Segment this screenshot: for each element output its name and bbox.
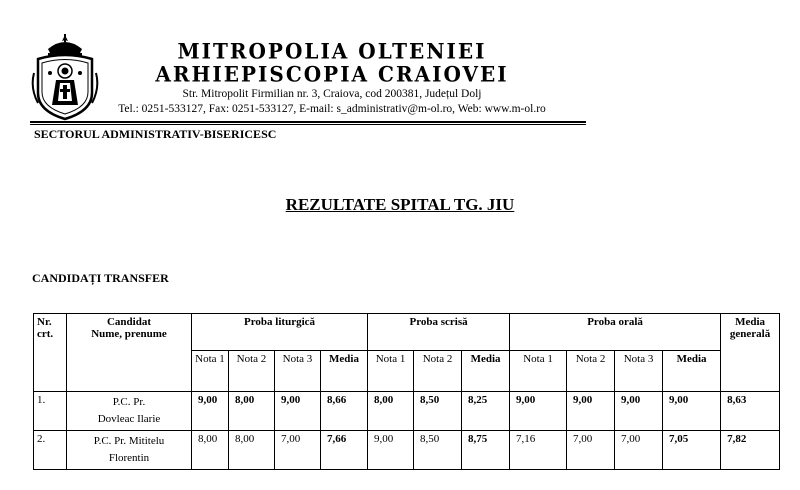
- row1-name-line1: P.C. Pr.: [112, 396, 146, 408]
- row2-scrisa-nota2: 8,50: [414, 431, 462, 470]
- subheader-liturgica-nota3: Nota 3: [275, 351, 321, 392]
- subheader-scrisa-media: Media: [462, 351, 510, 392]
- row1-scrisa-nota2: 8,50: [414, 392, 462, 431]
- section-heading: CANDIDAȚI TRANSFER: [32, 271, 169, 285]
- group-header-scrisa: Proba scrisă: [368, 314, 510, 351]
- row1-media-generala: 8,63: [721, 392, 780, 431]
- row1-orala-media: 9,00: [663, 392, 721, 431]
- results-table: [33, 313, 780, 470]
- row2-name-line1: P.C. Pr. Mititelu: [93, 435, 165, 447]
- row2-scrisa-nota1: 9,00: [368, 431, 414, 470]
- metropolis-crest-logo: [30, 33, 100, 121]
- row1-liturgica-nota3: 9,00: [275, 392, 321, 431]
- row2-media-generala: 7,82: [721, 431, 780, 470]
- document-title: REZULTATE SPITAL TG. JIU: [285, 195, 515, 214]
- org-name-line1: MITROPOLIA OLTENIEI: [177, 38, 487, 64]
- subheader-liturgica-media: Media: [321, 351, 368, 392]
- row2-liturgica-nota3: 7,00: [275, 431, 321, 470]
- sector-label: SECTORUL ADMINISTRATIV-BISERICESC: [34, 127, 277, 141]
- group-header-liturgica: Proba liturgică: [192, 314, 368, 351]
- org-address: Str. Mitropolit Firmilian nr. 3, Craiova, cod 200381, Județul Dolj: [182, 88, 482, 100]
- table-row: [34, 392, 780, 431]
- row2-nr: 2.: [34, 431, 67, 470]
- table-row: [34, 431, 780, 470]
- group-header-orala: Proba orală: [510, 314, 721, 351]
- subheader-orala-nota2: Nota 2: [567, 351, 615, 392]
- row2-liturgica-nota2: 8,00: [229, 431, 275, 470]
- row2-candidate: [67, 431, 192, 470]
- subheader-scrisa-nota2: Nota 2: [414, 351, 462, 392]
- row1-name-line2: Dovleac Ilarie: [97, 413, 161, 425]
- col-header-nume-label: Nume, prenume: [91, 328, 167, 340]
- col-header-candidat-label: Candidat: [106, 316, 152, 328]
- row2-name-line2: Florentin: [108, 452, 150, 464]
- row1-orala-nota3: 9,00: [615, 392, 663, 431]
- row1-scrisa-media: 8,25: [462, 392, 510, 431]
- row2-orala-media: 7,05: [663, 431, 721, 470]
- org-contact: Tel.: 0251-533127, Fax: 0251-533127, E-mail: s_administrativ@m-ol.ro, Web: www.m-ol.ro: [118, 103, 546, 115]
- org-name-line2: ARHIEPISCOPIA CRAIOVEI: [155, 61, 509, 87]
- row1-orala-nota1: 9,00: [510, 392, 567, 431]
- subheader-orala-nota3: Nota 3: [615, 351, 663, 392]
- row2-scrisa-media: 8,75: [462, 431, 510, 470]
- table-header-row: [34, 314, 780, 351]
- row1-orala-nota2: 9,00: [567, 392, 615, 431]
- subheader-scrisa-nota1: Nota 1: [368, 351, 414, 392]
- col-header-nr: Nr. crt.: [34, 314, 67, 392]
- row1-liturgica-nota2: 8,00: [229, 392, 275, 431]
- row2-liturgica-nota1: 8,00: [192, 431, 229, 470]
- subheader-orala-nota1: Nota 1: [510, 351, 567, 392]
- row1-scrisa-nota1: 8,00: [368, 392, 414, 431]
- row2-orala-nota3: 7,00: [615, 431, 663, 470]
- subheader-liturgica-nota2: Nota 2: [229, 351, 275, 392]
- subheader-orala-media: Media: [663, 351, 721, 392]
- row1-nr: 1.: [34, 392, 67, 431]
- subheader-liturgica-nota1: Nota 1: [192, 351, 229, 392]
- header-divider-thick: [30, 121, 586, 123]
- header-divider-thin: [30, 124, 586, 125]
- row2-liturgica-media: 7,66: [321, 431, 368, 470]
- row2-orala-nota1: 7,16: [510, 431, 567, 470]
- col-header-media-generala: Media generală: [721, 314, 780, 392]
- row1-liturgica-nota1: 9,00: [192, 392, 229, 431]
- row1-candidate: [67, 392, 192, 431]
- row1-liturgica-media: 8,66: [321, 392, 368, 431]
- row2-orala-nota2: 7,00: [567, 431, 615, 470]
- col-header-candidat: [67, 314, 192, 392]
